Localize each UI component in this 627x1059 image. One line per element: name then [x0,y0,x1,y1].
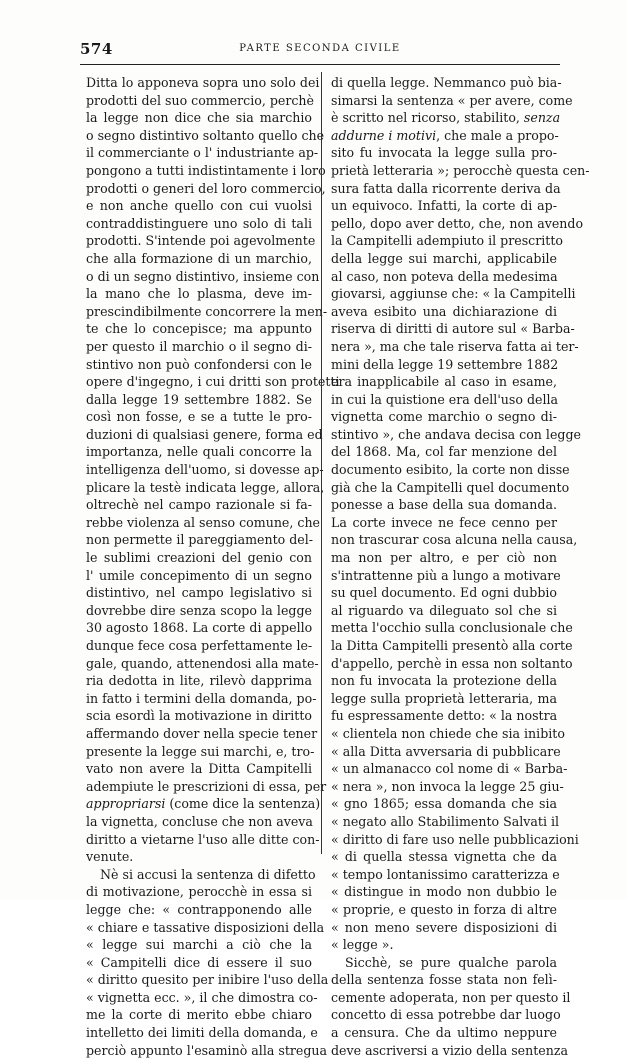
text-line: mini della legge 19 settembre 1882 [331,356,559,372]
text-line: venute. [86,849,134,865]
text-line: dovrebbe dire senza scopo la legge [86,602,312,618]
text-line: intelletto dei limiti della domanda, e [86,1025,318,1041]
column-divider [321,72,322,854]
text-line: l' umile concepimento di un segno [86,567,312,583]
text-line: le sublimi creazioni del genio con [86,550,312,566]
text-line: la Ditta Campitelli presentò alla corte [331,638,573,653]
text-line: il commerciante o l' industriante ap- [86,145,319,161]
text-line: adempiute le prescrizioni di essa, per [86,778,327,794]
text-line: legge che: « contrapponendo alle [86,901,312,917]
text-line: gale, quando, attenendosi alla mate- [86,655,319,671]
text-line: opere d'ingegno, i cui dritti son protetti [86,374,340,390]
text-line: stintivo », che andava decisa con legge [331,426,581,442]
text-line: ponesse a base della sua domanda. [331,497,557,513]
text-line: diritto a vietarne l'uso alle ditte con- [86,831,320,847]
text-segment: , che male a propo- [436,127,559,143]
text-line: sura fatta dalla ricorrente deriva da [331,180,561,196]
text-line: « legge sui marchi a ciò che la [86,937,312,953]
text-line [86,795,321,813]
text-line: cemente adoperata, non per questo il [331,989,571,1005]
text-segment: è scritto nel ricorso, stabilito, [331,110,524,126]
text-line: nera », ma che tale riserva fatta ai ter- [331,338,579,354]
text-line: già che la Campitelli quel documento [331,479,570,495]
text-line: prietà letteraria »; perocchè questa cen- [331,162,590,178]
text-line: simarsi la sentenza « per avere, come [331,92,573,108]
text-line: aveva esibito una dichiarazione di [331,303,557,319]
text-line: Nè si accusi la sentenza di difetto [100,866,316,882]
text-line: per questo il marchio o il segno di- [86,338,312,354]
text-line: in cui la quistione era dell'uso della [331,391,559,407]
text-line: « tempo lontanissimo caratterizza e [331,866,560,882]
text-line: della legge sui marchi, applicabile [331,250,557,266]
text-line: stintivo non può confondersi con le [86,356,312,372]
text-line: di motivazione, perocchè in essa si [86,884,312,900]
text-line: su quel documento. Ed ogni dubbio [331,585,557,601]
page-number: 574 [80,40,113,58]
text-line: duzioni di qualsiasi genere, forma ed [86,426,323,442]
text-line: presente la legge sui marchi, e, tro- [86,743,315,759]
text-line: te che lo concepisce; ma appunto [86,321,312,337]
text-segment: (come dice la sentenza) [165,796,321,812]
text-line: al caso, non poteva della medesima [331,268,558,284]
text-line: 30 agosto 1868. La corte di appello [86,620,313,636]
running-title: PARTE SECONDA CIVILE [239,43,401,54]
text-line: perciò appunto l'esaminò alla stregua [86,1042,328,1058]
text-line: vato non avere la Ditta Campitelli [86,761,312,777]
text-line: « nera », non invoca la legge 25 giu- [331,778,564,794]
text-line: non fu invocata la protezione della [331,673,557,689]
text-line: « non meno severe disposizioni di [331,919,557,935]
italic-phrase: senza [523,110,561,126]
text-line: scia esordì la motivazione in diritto [86,708,312,724]
text-line: prescindibilmente concorrere la men- [86,303,328,319]
text-line: « diritto di fare uso nelle pubblicazioni [331,831,579,847]
text-line: del 1868. Ma, col far menzione del [331,444,557,460]
text-line: importanza, nelle quali concorre la [86,444,312,460]
text-line: « proprie, e questo in forza di altre [331,901,557,917]
text-line: « chiare e tassative disposizioni della [86,919,325,935]
text-line: la legge non dice che sia marchio [86,110,312,126]
text-line: pello, dopo aver detto, che, non avendo [331,215,584,231]
text-line: sito fu invocata la legge sulla pro- [331,145,557,161]
text-line: non trascurar cosa alcuna nella causa, [331,532,578,548]
text-line: vignetta come marchio o segno di- [331,409,557,425]
text-line: La corte invece ne fece cenno per [331,514,557,530]
text-line: della sentenza fosse stata non felì- [331,972,557,988]
text-line: la mano che lo plasma, deve im- [86,286,312,302]
text-line [331,127,557,145]
text-line: a censura. Che da ultimo neppure [331,1025,557,1041]
text-line: « alla Ditta avversaria di pubblicare [331,743,561,759]
page-header [80,40,560,64]
text-line: fu espressamente detto: « la nostra [331,708,558,724]
text-line: era inapplicabile al caso in esame, [331,374,557,390]
text-line: oltrechè nel campo razionale si fa- [86,497,312,513]
text-line: « vignetta ecc. », il che dimostra co- [86,989,318,1005]
text-line: e non anche quello con cui vuolsi [86,198,312,214]
text-line: così non fosse, e se a tutte le pro- [86,409,312,425]
text-line: la Campitelli adempiuto il prescritto [331,233,563,249]
text-line: « diritto quesito per inibire l'uso della [86,972,329,988]
text-line: d'appello, perchè in essa non soltanto [331,655,573,671]
text-line: o di un segno distintivo, insieme con [86,268,320,284]
text-line: prodotti del suo commercio, perchè [86,92,314,108]
text-line [331,109,561,127]
text-line: prodotti o generi del loro commercio, [86,180,326,196]
text-line: « gno 1865; essa domanda che sia [331,796,557,812]
text-line: me la corte di merito ebbe chiaro [86,1007,312,1023]
text-line: metta l'occhio sulla conclusionale che [331,620,573,636]
text-line: dalla legge 19 settembre 1882. Se [86,391,312,407]
right-text-column [331,74,590,1059]
italic-phrase: addurne i motivi [331,127,437,143]
text-line: o segno distintivo soltanto quello che [86,127,325,143]
text-line: Ditta lo apponeva sopra uno solo dei [86,75,320,90]
text-line: prodotti. S'intende poi agevolmente [86,233,316,249]
text-line: « clientela non chiede che sia inibito [331,725,565,741]
italic-phrase: appropriarsi [86,796,166,812]
text-line: ria dedotta in lite, rilevò dapprima [86,673,312,689]
text-line: legge sulla proprietà letteraria, ma [331,690,557,706]
text-line: « legge ». [331,937,394,953]
text-line: che alla formazione di un marchio, [86,250,312,266]
text-line: non permette il pareggiamento del- [86,532,314,548]
text-line: la vignetta, concluse che non aveva [86,813,313,829]
text-line: affermando dover nella specie tener [86,725,318,741]
text-line: contraddistinguere uno solo di tali [86,215,312,231]
text-line: « di quella stessa vignetta che da [331,849,557,865]
text-line: in fatto i termini della domanda, po- [86,690,317,706]
text-line: Sicchè, se pure qualche parola [345,954,557,970]
text-line: « negato allo Stabilimento Salvati il [331,813,560,829]
text-line: plicare la testè indicata legge, allora, [86,479,325,495]
header-rule [80,64,560,65]
text-line: rebbe violenza al senso comune, che [86,514,321,530]
text-line: dunque fece cosa perfettamente le- [86,638,313,653]
text-line: riserva di diritti di autore sul « Barba- [331,321,575,337]
text-line: distintivo, nel campo legislativo si [86,585,312,601]
text-line: « distingue in modo non dubbio le [331,884,557,900]
left-text-column [86,74,340,1059]
text-line: al riguardo va dileguato sol che si [331,602,557,618]
text-line: « un almanacco col nome di « Barba- [331,761,568,777]
text-line: concetto di essa potrebbe dar luogo [331,1007,561,1023]
text-line: « Campitelli dice di essere il suo [86,954,312,970]
text-line: pongono a tutti indistintamente i loro [86,162,326,178]
text-line: documento esibito, la corte non disse [331,462,570,478]
text-line: giovarsi, aggiunse che: « la Campitelli [331,286,576,302]
text-line: intelligenza dell'uomo, si dovesse ap- [86,462,324,478]
text-line: di quella legge. Nemmanco può bia- [331,75,562,90]
text-line: deve ascriversi a vizio della sentenza [331,1042,569,1058]
text-line: s'intrattenne più a lungo a motivare [331,567,561,583]
text-line: ma non per altro, e per ciò non [331,550,557,566]
text-line: un equivoco. Infatti, la corte di ap- [331,198,557,214]
